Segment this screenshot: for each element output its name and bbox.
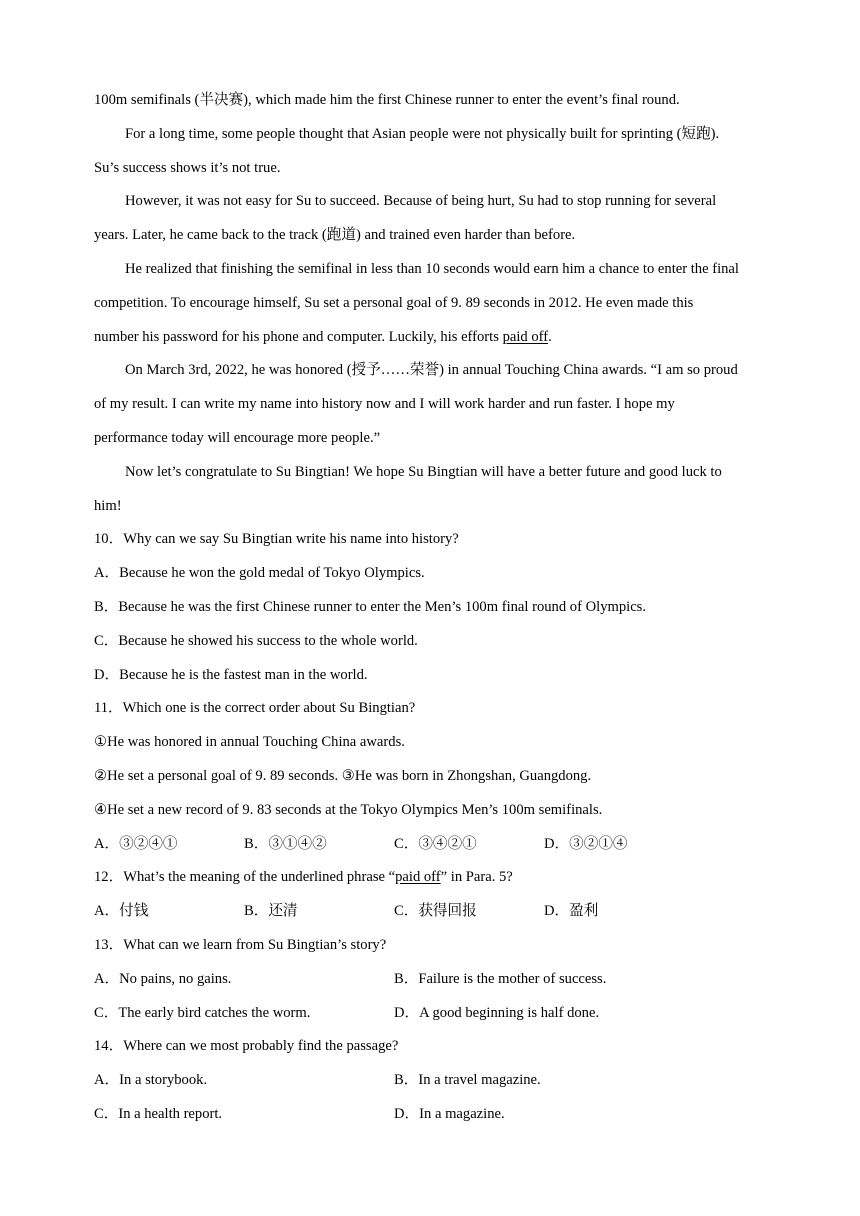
passage-line: years. Later, he came back to the track (跑道) and trained even harder than before. [94, 227, 576, 244]
option-b: B．Failure is the mother of success. [394, 970, 607, 987]
question-stem [94, 861, 770, 895]
option-b: B．③①④② [244, 835, 327, 852]
underlined-phrase: paid off [502, 328, 549, 345]
option-b: B．还清 [244, 903, 298, 920]
option-a: A．Because he won the gold medal of Tokyo Olympics. [94, 565, 425, 582]
option-a: A．In a storybook. [94, 1072, 208, 1089]
option-c: C．获得回报 [394, 903, 477, 920]
passage-line: him! [94, 497, 122, 514]
option-c: C．Because he showed his success to the whole world. [94, 632, 418, 649]
event-statement: ①He was honored in annual Touching China awards. [94, 734, 405, 751]
stem-text: ” in Para. 5? [440, 869, 513, 886]
question-stem: 13．What can we learn from Su Bingtian’s story? [94, 936, 387, 953]
question-stem: 11．Which one is the correct order about Su Bingtian? [94, 700, 416, 717]
option-c: C．③④②① [394, 835, 477, 852]
passage-text: . [548, 328, 552, 345]
option-c: C．In a health report. [94, 1105, 223, 1122]
options-row [94, 997, 770, 1031]
reading-passage [94, 84, 770, 523]
question-13 [94, 929, 770, 1030]
question-11 [94, 692, 770, 861]
option-a: A．③②④① [94, 835, 178, 852]
option-d: D．In a magazine. [394, 1105, 505, 1122]
option-b: B．In a travel magazine. [394, 1072, 541, 1089]
option-c: C．The early bird catches the worm. [94, 1004, 311, 1021]
options-row [94, 1098, 770, 1132]
question-stem: 10．Why can we say Su Bingtian write his name into history? [94, 531, 459, 548]
passage-line: He realized that finishing the semifinal in less than 10 seconds would earn him a chance to enter the final [125, 260, 739, 277]
event-statement: ②He set a personal goal of 9. 89 seconds. ③He was born in Zhongshan, Guangdong. [94, 767, 592, 784]
stem-text: 12．What’s the meaning of the underlined phrase “ [94, 869, 396, 886]
passage-line: Now let’s congratulate to Su Bingtian! We hope Su Bingtian will have a better future and good luck to [125, 463, 722, 480]
passage-line: However, it was not easy for Su to succeed. Because of being hurt, Su had to stop running for several [125, 193, 717, 210]
passage-line: 100m semifinals (半决赛), which made him the first Chinese runner to enter the event’s final round. [94, 92, 680, 108]
options-row [94, 828, 770, 862]
options-row [94, 895, 770, 929]
question-14 [94, 1030, 770, 1131]
document-page [94, 84, 770, 1132]
question-stem: 14．Where can we most probably find the passage? [94, 1038, 399, 1055]
passage-text: number his password for his phone and computer. Luckily, his efforts [94, 328, 503, 345]
option-d: D．盈利 [544, 903, 599, 920]
passage-line: of my result. I can write my name into history now and I will work harder and run faster. I hope my [94, 396, 675, 413]
option-a: A．付钱 [94, 903, 149, 920]
question-12 [94, 861, 770, 929]
option-a: A．No pains, no gains. [94, 970, 232, 987]
underlined-phrase: paid off [395, 869, 441, 886]
event-statement: ④He set a new record of 9. 83 seconds at the Tokyo Olympics Men’s 100m semifinals. [94, 801, 603, 818]
option-d: D．③②①④ [544, 835, 628, 852]
passage-line: For a long time, some people thought that Asian people were not physically built for sprinting (短跑). [125, 125, 720, 142]
passage-line: On March 3rd, 2022, he was honored (授予……荣誉) in annual Touching China awards. “I am so proud [125, 362, 738, 379]
option-b: B．Because he was the first Chinese runner to enter the Men’s 100m final round of Olympics. [94, 598, 647, 615]
passage-line: Su’s success shows it’s not true. [94, 159, 281, 176]
passage-line [94, 321, 770, 355]
passage-line: performance today will encourage more people.” [94, 429, 381, 446]
question-10 [94, 523, 770, 692]
options-row [94, 963, 770, 997]
option-d: D．A good beginning is half done. [394, 1004, 600, 1021]
passage-line: competition. To encourage himself, Su set a personal goal of 9. 89 seconds in 2012. He even made this [94, 294, 694, 311]
options-row [94, 1064, 770, 1098]
option-d: D．Because he is the fastest man in the world. [94, 666, 368, 683]
